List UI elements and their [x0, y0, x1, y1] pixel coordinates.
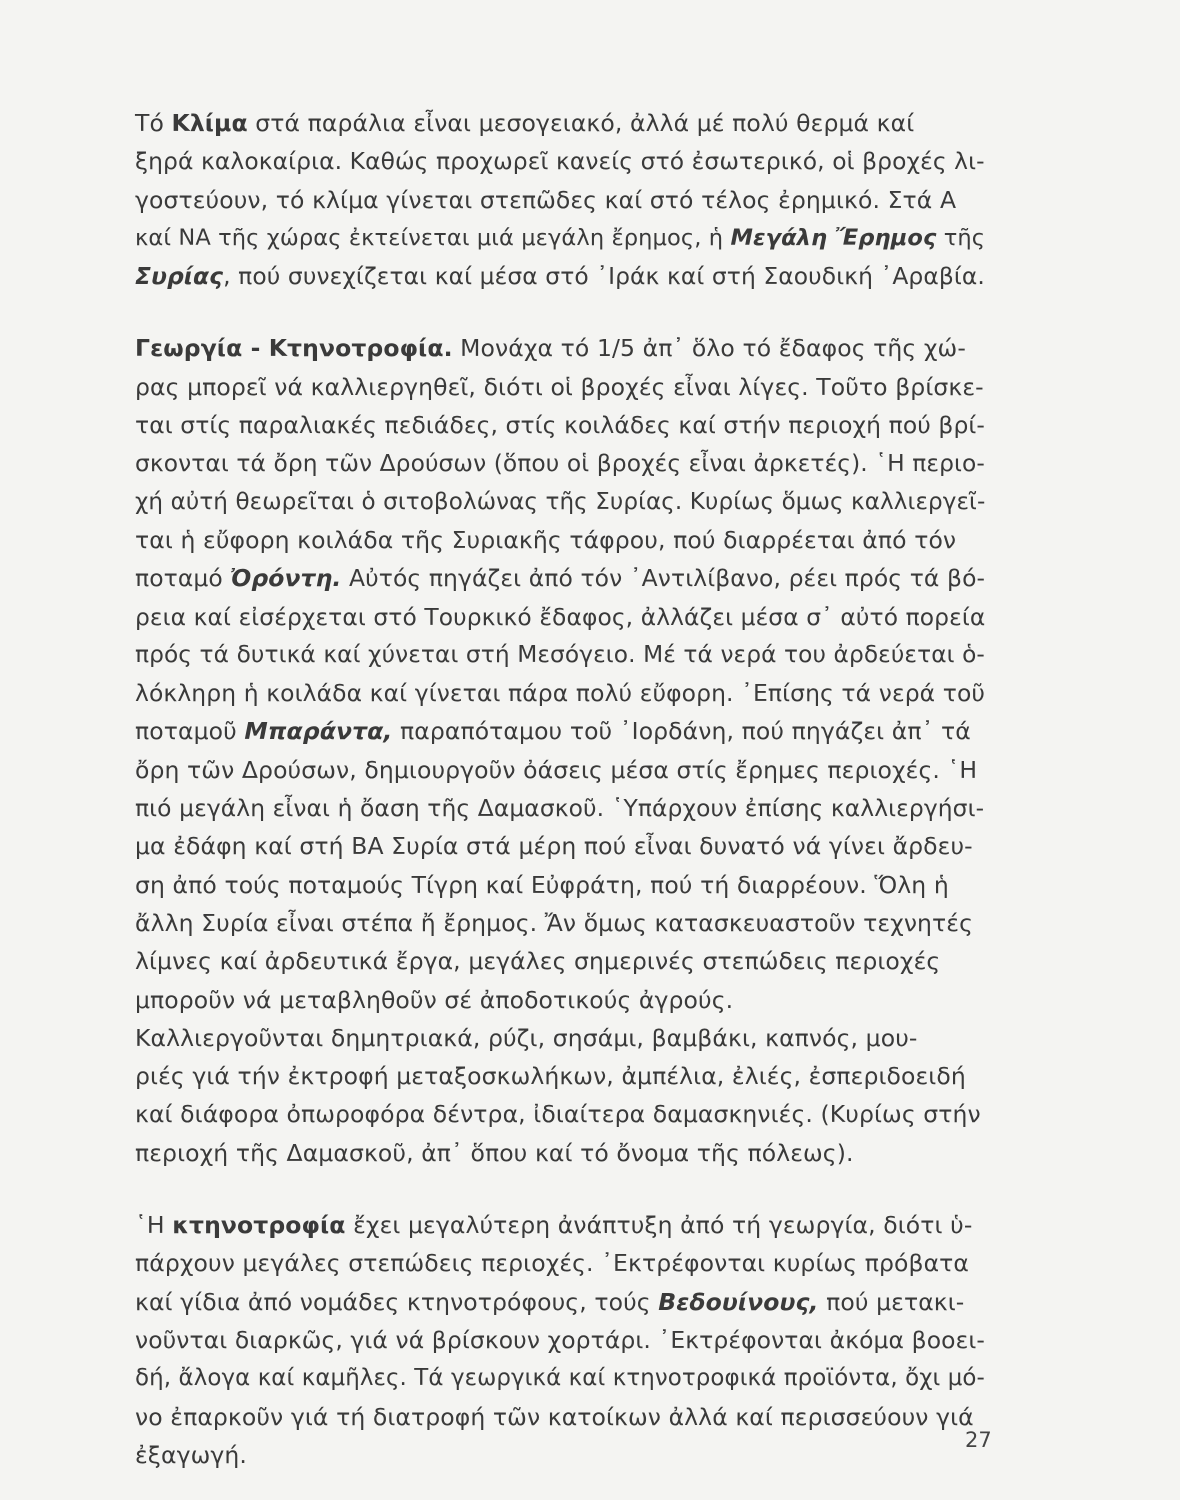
text-run: ται ἡ εὔφορη κοιλάδα τῆς Συριακῆς τάφρου, πού διαρρέεται ἀπό τόν: [135, 525, 957, 554]
text-line: [135, 981, 985, 1019]
text-run: ριές γιά τήν ἐκτροφή μεταξοσκωλήκων, ἀμπέλια, ἐλιές, ἐσπεριδοειδή: [135, 1062, 966, 1091]
paragraph: [135, 329, 985, 1172]
text-run: περιοχή τῆς Δαμασκοῦ, ἀπ᾿ ὅπου καί τό ὄνομα τῆς πόλεως).: [135, 1138, 854, 1167]
text-run: Τό: [135, 109, 172, 137]
text-run: λόκληρη ἡ κοιλάδα καί γίνεται πάρα πολύ εὔφορη. ᾿Επίσης τά νερά τοῦ: [135, 679, 986, 708]
text-line: [135, 521, 985, 559]
paragraph-gap: [135, 1172, 985, 1206]
text-line: [135, 1398, 985, 1436]
text-line: [135, 181, 985, 219]
paragraph-gap: [135, 295, 985, 329]
text-run: ἐξαγωγή.: [135, 1440, 247, 1469]
text-run: Αὐτός πηγάζει ἀπό τόν ᾿Αντιλίβανο, ρέει πρός τά βό-: [341, 564, 986, 593]
text-line: [135, 1359, 985, 1397]
text-run: μα ἐδάφη καί στή ΒΑ Συρία στά μέρη πού εἶναι δυνατό νά γίνει ἄρδευ-: [135, 832, 973, 861]
text-run: ται στίς παραλιακές πεδιάδες, στίς κοιλάδες καί στήν περιοχή πού βρί-: [135, 411, 985, 440]
text-run: μποροῦν νά μεταβληθοῦν σέ ἀποδοτικούς ἀγρούς.: [135, 985, 734, 1014]
text-run: τῆς: [936, 224, 986, 251]
text-run: σκονται τά ὄρη τῶν Δρούσων (ὅπου οἱ βροχές εἶναι ἀρκετές). ῾Η περιο-: [135, 449, 985, 478]
text-line: [135, 406, 985, 444]
text-line: [135, 368, 985, 406]
text-run: ρεια καί εἰσέρχεται στό Τουρκικό ἔδαφος, ἀλλάζει μέσα σ᾿ αὐτό πορεία: [135, 602, 986, 631]
text-line: [135, 598, 985, 636]
text-line: [135, 712, 985, 750]
text-run: γοστεύουν, τό κλίμα γίνεται στεπῶδες καί στό τέλος ἐρημικό. Στά Α: [135, 185, 957, 214]
emphasized-term: Κλίμα: [171, 109, 248, 137]
text-run: , πού συνεχίζεται καί μέσα στό ᾿Ιράκ καί στή Σαουδική ᾿Αραβία.: [223, 262, 985, 291]
text-line: [135, 219, 985, 257]
text-run: καί ΝΑ τῆς χώρας ἐκτείνεται μιά μεγάλη ἔρημος, ἡ: [135, 224, 731, 251]
text-run: Μονάχα τό 1/5 ἀπ᾿ ὅλο τό ἔδαφος τῆς χώ-: [452, 334, 966, 363]
text-run: Καλλιεργοῦνται δημητριακά, ρύζι, σησάμι, βαμβάκι, καπνός, μου-: [135, 1023, 918, 1052]
text-run: ὄρη τῶν Δρούσων, δημιουργοῦν ὀάσεις μέσα στίς ἔρημες περιοχές. ῾Η: [135, 755, 978, 784]
text-line: [135, 142, 985, 180]
text-run: καί γίδια ἀπό νομάδες κτηνοτρόφους, τούς: [135, 1287, 659, 1316]
emphasized-term: Μπαράντα,: [244, 717, 393, 746]
text-run: πάρχουν μεγάλες στεπώδεις περιοχές. ᾿Εκτρέφονται κυρίως πρόβατα: [135, 1249, 970, 1278]
text-run: ρας μπορεῖ νά καλλιεργηθεῖ, διότι οἱ βροχές εἶναι λίγες. Τοῦτο βρίσκε-: [135, 372, 984, 401]
text-line: [135, 751, 985, 789]
emphasized-term: Γεωργία - Κτηνοτροφία.: [135, 334, 453, 363]
text-line: [135, 1283, 985, 1321]
text-run: στά παράλια εἶναι μεσογειακό, ἀλλά μέ πολύ θερμά καί: [247, 109, 915, 137]
text-line: [135, 1019, 985, 1057]
text-run: ποταμό: [135, 564, 231, 593]
text-line: [135, 942, 985, 980]
body-text: [135, 104, 985, 1474]
emphasized-term: Βεδουίνους,: [658, 1287, 819, 1316]
emphasized-term: Ὀρόντη.: [230, 564, 342, 593]
emphasized-term: Συρίας: [135, 262, 224, 291]
text-run: πού μετακι-: [818, 1287, 965, 1316]
text-run: ποταμοῦ: [135, 717, 245, 746]
paragraph: [135, 1206, 985, 1474]
text-run: δή, ἄλογα καί καμῆλες. Τά γεωργικά καί κτηνοτροφικά προϊόντα, ὄχι μό-: [135, 1365, 985, 1392]
text-run: παραπόταμου τοῦ ᾿Ιορδάνη, πού πηγάζει ἀπ᾿ τά: [392, 717, 971, 746]
text-line: [135, 674, 985, 712]
text-run: ἄλλη Συρία εἶναι στέπα ἤ ἔρημος. Ἄν ὅμως κατασκευαστοῦν τεχνητές: [135, 908, 973, 937]
text-line: [135, 1321, 985, 1359]
text-run: πιό μεγάλη εἶναι ἡ ὄαση τῆς Δαμασκοῦ. ῾Υπάρχουν ἐπίσης καλλιεργήσι-: [135, 794, 985, 823]
text-line: [135, 483, 985, 521]
emphasized-term: Μεγάλη Ἔρημος: [730, 224, 937, 251]
text-line: [135, 636, 985, 674]
text-line: [135, 1095, 985, 1133]
text-line: [135, 1436, 985, 1474]
emphasized-term: κτηνοτροφία: [172, 1211, 346, 1240]
text-run: ἔχει μεγαλύτερη ἀνάπτυξη ἀπό τή γεωργία, διότι ὑ-: [345, 1211, 973, 1240]
text-run: χή αὐτή θεωρεῖται ὁ σιτοβολώνας τῆς Συρίας. Κυρίως ὅμως καλλιεργεῖ-: [135, 488, 986, 515]
text-run: καί διάφορα ὀπωροφόρα δέντρα, ἰδιαίτερα δαμασκηνιές. (Κυρίως στήν: [135, 1100, 981, 1129]
text-line: [135, 104, 985, 142]
text-run: λίμνες καί ἀρδευτικά ἔργα, μεγάλες σημερινές στεπώδεις περιοχές: [135, 947, 941, 976]
text-run: ξηρά καλοκαίρια. Καθώς προχωρεῖ κανείς στό ἐσωτερικό, οἱ βροχές λι-: [135, 147, 985, 176]
text-line: [135, 789, 985, 827]
text-line: [135, 827, 985, 865]
text-line: [135, 1206, 985, 1244]
text-run: ῾Η: [135, 1211, 173, 1240]
text-run: ση ἀπό τούς ποταμούς Τίγρη καί Εὐφράτη, πού τή διαρρέουν. Ὅλη ἡ: [135, 870, 949, 899]
text-line: [135, 444, 985, 482]
text-line: [135, 1244, 985, 1282]
paragraph: [135, 104, 985, 295]
text-line: [135, 1134, 985, 1172]
text-line: [135, 1057, 985, 1095]
text-line: [135, 257, 985, 295]
text-run: νο ἐπαρκοῦν γιά τή διατροφή τῶν κατοίκων ἀλλά καί περισσεύουν γιά: [135, 1402, 974, 1431]
text-line: [135, 329, 985, 367]
text-line: [135, 559, 985, 597]
text-run: πρός τά δυτικά καί χύνεται στή Μεσόγειο. Μέ τά νερά του ἀρδεύεται ὁ-: [135, 640, 985, 668]
text-line: [135, 866, 985, 904]
text-line: [135, 904, 985, 942]
text-run: νοῦνται διαρκῶς, γιά νά βρίσκουν χορτάρι. ᾿Εκτρέφονται ἀκόμα βοοει-: [135, 1325, 985, 1354]
page-number: 27: [965, 1428, 992, 1452]
